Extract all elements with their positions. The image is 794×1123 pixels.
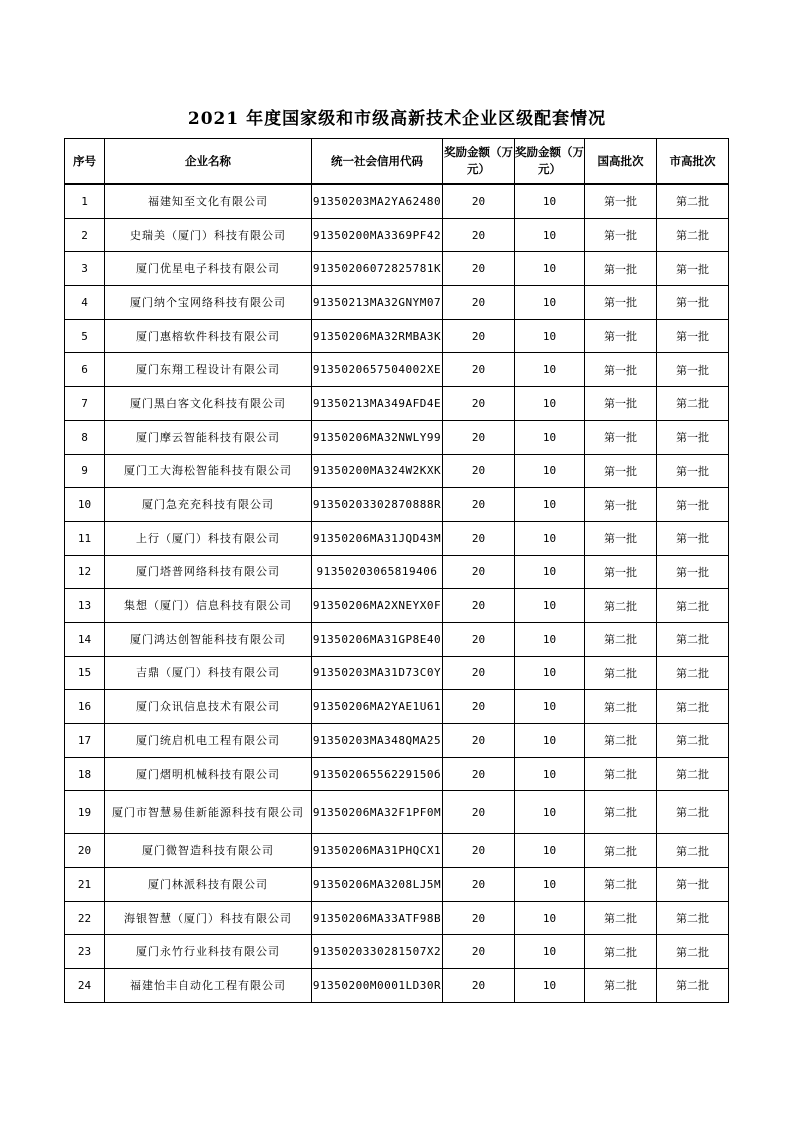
table-row [65, 690, 729, 724]
table-row [65, 589, 729, 623]
amount-national: 20 [443, 791, 515, 834]
table-row [65, 555, 729, 589]
amount-national: 20 [443, 353, 515, 387]
amount-city: 10 [515, 757, 585, 791]
batch-city: 第二批 [657, 656, 729, 690]
amount-national: 20 [443, 935, 515, 969]
batch-national: 第二批 [585, 868, 657, 902]
company-name: 厦门林派科技有限公司 [105, 868, 312, 902]
batch-national: 第一批 [585, 420, 657, 454]
table-row [65, 488, 729, 522]
credit-code: 91350206MA32F1PF0M [312, 791, 443, 834]
amount-city: 10 [515, 834, 585, 868]
credit-code: 91350206556229150б [312, 757, 443, 791]
batch-city: 第一批 [657, 488, 729, 522]
credit-code: 91350206MA2YAE1U61 [312, 690, 443, 724]
batch-national: 第二批 [585, 690, 657, 724]
company-name: 厦门纳个宝网络科技有限公司 [105, 286, 312, 320]
table-row [65, 757, 729, 791]
batch-national: 第二批 [585, 791, 657, 834]
company-name: 福建怡丰自动化工程有限公司 [105, 969, 312, 1003]
amount-city: 10 [515, 589, 585, 623]
credit-code: 91350206MA3208LJ5M [312, 868, 443, 902]
credit-code: 91350213MA349AFD4E [312, 387, 443, 421]
batch-national: 第二批 [585, 589, 657, 623]
company-name: 集想（厦门）信息科技有限公司 [105, 589, 312, 623]
row-number: 12 [65, 555, 105, 589]
table-row [65, 252, 729, 286]
header-batch-city: 市高批次 [657, 139, 729, 185]
batch-city: 第二批 [657, 218, 729, 252]
batch-city: 第一批 [657, 454, 729, 488]
batch-city: 第二批 [657, 901, 729, 935]
amount-city: 10 [515, 454, 585, 488]
batch-national: 第一批 [585, 454, 657, 488]
amount-city: 10 [515, 420, 585, 454]
row-number: 19 [65, 791, 105, 834]
company-name: 厦门统启机电工程有限公司 [105, 724, 312, 758]
row-number: 20 [65, 834, 105, 868]
amount-city: 10 [515, 555, 585, 589]
batch-national: 第二批 [585, 935, 657, 969]
amount-national: 20 [443, 656, 515, 690]
amount-city: 10 [515, 935, 585, 969]
batch-national: 第一批 [585, 252, 657, 286]
amount-city: 10 [515, 690, 585, 724]
table-row [65, 935, 729, 969]
credit-code: 91350203065819406 [312, 555, 443, 589]
table-row [65, 454, 729, 488]
table-row [65, 353, 729, 387]
batch-city: 第二批 [657, 589, 729, 623]
amount-city: 10 [515, 488, 585, 522]
amount-national: 20 [443, 420, 515, 454]
amount-city: 10 [515, 252, 585, 286]
credit-code: 913502033028150​7X2 [312, 935, 443, 969]
credit-code: 91350206MA31GP8E40 [312, 622, 443, 656]
amount-national: 20 [443, 555, 515, 589]
batch-national: 第二批 [585, 969, 657, 1003]
batch-national: 第一批 [585, 286, 657, 320]
batch-national: 第一批 [585, 555, 657, 589]
amount-national: 20 [443, 724, 515, 758]
company-name: 厦门永竹行业科技有限公司 [105, 935, 312, 969]
batch-city: 第二批 [657, 791, 729, 834]
company-name: 厦门熠明机械科技有限公司 [105, 757, 312, 791]
subsidy-table [64, 138, 729, 1003]
row-number: 21 [65, 868, 105, 902]
table-body [65, 184, 729, 1002]
table-row [65, 724, 729, 758]
batch-national: 第二批 [585, 656, 657, 690]
company-name: 厦门微智造科技有限公司 [105, 834, 312, 868]
credit-code: 91350206MA31JQD43M [312, 521, 443, 555]
credit-code: 91350206MA2XNEYX0F [312, 589, 443, 623]
amount-city: 10 [515, 387, 585, 421]
batch-city: 第二批 [657, 969, 729, 1003]
table-row [65, 521, 729, 555]
table-row [65, 218, 729, 252]
header-credit-code: 统一社会信用代码 [312, 139, 443, 185]
amount-city: 10 [515, 969, 585, 1003]
amount-city: 10 [515, 353, 585, 387]
header-amount-national: 奖励金额（万元） [443, 139, 515, 185]
batch-national: 第二批 [585, 724, 657, 758]
row-number: 17 [65, 724, 105, 758]
credit-code: 91350206MA32RMBA3K [312, 319, 443, 353]
company-name: 厦门市智慧易佳新能源科技有限公司 [105, 791, 312, 834]
batch-city: 第一批 [657, 420, 729, 454]
amount-city: 10 [515, 521, 585, 555]
batch-city: 第一批 [657, 319, 729, 353]
credit-code: 91350213MA32GNYM07 [312, 286, 443, 320]
row-number: 6 [65, 353, 105, 387]
company-name: 厦门优星电子科技有限公司 [105, 252, 312, 286]
table-row [65, 656, 729, 690]
credit-code: 91350200MA324W2KXK [312, 454, 443, 488]
row-number: 11 [65, 521, 105, 555]
batch-city: 第一批 [657, 868, 729, 902]
amount-city: 10 [515, 622, 585, 656]
amount-national: 20 [443, 454, 515, 488]
company-name: 厦门急充充科技有限公司 [105, 488, 312, 522]
row-number: 22 [65, 901, 105, 935]
table-row [65, 622, 729, 656]
amount-national: 20 [443, 834, 515, 868]
company-name: 厦门东翔工程设计有限公司 [105, 353, 312, 387]
row-number: 24 [65, 969, 105, 1003]
batch-national: 第一批 [585, 184, 657, 218]
amount-national: 20 [443, 589, 515, 623]
company-name: 海银智慧（厦门）科技有限公司 [105, 901, 312, 935]
company-name: 吉鼎（厦门）科技有限公司 [105, 656, 312, 690]
amount-national: 20 [443, 488, 515, 522]
company-name: 福建知至文化有限公司 [105, 184, 312, 218]
batch-city: 第二批 [657, 724, 729, 758]
company-name: 厦门惠榕软件科技有限公司 [105, 319, 312, 353]
batch-city: 第一批 [657, 555, 729, 589]
batch-city: 第二批 [657, 757, 729, 791]
credit-code: 9135020657504002XE [312, 353, 443, 387]
amount-national: 20 [443, 622, 515, 656]
credit-code: 91350206072825781K [312, 252, 443, 286]
amount-national: 20 [443, 757, 515, 791]
amount-national: 20 [443, 252, 515, 286]
batch-national: 第一批 [585, 319, 657, 353]
batch-city: 第一批 [657, 286, 729, 320]
row-number: 18 [65, 757, 105, 791]
company-name: 史瑞美（厦门）科技有限公司 [105, 218, 312, 252]
amount-national: 20 [443, 184, 515, 218]
credit-code: 91350203MA2YA62480 [312, 184, 443, 218]
credit-code: 91350203MA31D73C0Y [312, 656, 443, 690]
row-number: 13 [65, 589, 105, 623]
company-name: 厦门塔普网络科技有限公司 [105, 555, 312, 589]
header-amount-city: 奖励金额（万元） [515, 139, 585, 185]
batch-national: 第一批 [585, 218, 657, 252]
row-number: 2 [65, 218, 105, 252]
company-name: 厦门众讯信息技术有限公司 [105, 690, 312, 724]
batch-city: 第一批 [657, 521, 729, 555]
batch-city: 第二批 [657, 935, 729, 969]
amount-city: 10 [515, 791, 585, 834]
company-name: 厦门黑白客文化科技有限公司 [105, 387, 312, 421]
amount-city: 10 [515, 656, 585, 690]
batch-city: 第二批 [657, 690, 729, 724]
amount-national: 20 [443, 901, 515, 935]
batch-national: 第二批 [585, 757, 657, 791]
company-name: 厦门摩云智能科技有限公司 [105, 420, 312, 454]
row-number: 16 [65, 690, 105, 724]
credit-code: 91350203302870888R [312, 488, 443, 522]
row-number: 4 [65, 286, 105, 320]
amount-city: 10 [515, 184, 585, 218]
amount-national: 20 [443, 690, 515, 724]
table-row [65, 868, 729, 902]
row-number: 14 [65, 622, 105, 656]
batch-national: 第二批 [585, 901, 657, 935]
row-number: 10 [65, 488, 105, 522]
amount-national: 20 [443, 521, 515, 555]
row-number: 9 [65, 454, 105, 488]
row-number: 7 [65, 387, 105, 421]
amount-city: 10 [515, 868, 585, 902]
table-row [65, 834, 729, 868]
batch-national: 第二批 [585, 834, 657, 868]
row-number: 3 [65, 252, 105, 286]
batch-city: 第二批 [657, 184, 729, 218]
table-row [65, 901, 729, 935]
batch-national: 第二批 [585, 622, 657, 656]
amount-national: 20 [443, 218, 515, 252]
table-header-row [65, 139, 729, 185]
amount-city: 10 [515, 319, 585, 353]
table-row [65, 969, 729, 1003]
table-row [65, 791, 729, 834]
batch-city: 第二批 [657, 622, 729, 656]
batch-national: 第一批 [585, 387, 657, 421]
table-row [65, 286, 729, 320]
company-name: 厦门工大海松智能科技有限公司 [105, 454, 312, 488]
batch-national: 第一批 [585, 353, 657, 387]
credit-code: 91350200MA3369PF42 [312, 218, 443, 252]
header-batch-national: 国高批次 [585, 139, 657, 185]
batch-city: 第二批 [657, 387, 729, 421]
amount-city: 10 [515, 901, 585, 935]
header-no: 序号 [65, 139, 105, 185]
header-company-name: 企业名称 [105, 139, 312, 185]
credit-code: 91350206MA32NWLY99 [312, 420, 443, 454]
amount-city: 10 [515, 286, 585, 320]
credit-code: 91350206MA31PHQCX1 [312, 834, 443, 868]
table-row [65, 184, 729, 218]
credit-code: 91350200M0001LD30R [312, 969, 443, 1003]
table-row [65, 319, 729, 353]
row-number: 1 [65, 184, 105, 218]
amount-national: 20 [443, 286, 515, 320]
amount-city: 10 [515, 218, 585, 252]
credit-code: 91350203MA348QMA25 [312, 724, 443, 758]
batch-city: 第一批 [657, 353, 729, 387]
row-number: 15 [65, 656, 105, 690]
batch-national: 第一批 [585, 488, 657, 522]
table-row [65, 387, 729, 421]
company-name: 厦门鸿达创智能科技有限公司 [105, 622, 312, 656]
table-row [65, 420, 729, 454]
row-number: 23 [65, 935, 105, 969]
document-title: 2021 年度国家级和市级高新技术企业区级配套情况 [187, 109, 607, 129]
amount-city: 10 [515, 724, 585, 758]
row-number: 5 [65, 319, 105, 353]
amount-national: 20 [443, 387, 515, 421]
amount-national: 20 [443, 868, 515, 902]
batch-city: 第一批 [657, 252, 729, 286]
amount-national: 20 [443, 319, 515, 353]
row-number: 8 [65, 420, 105, 454]
credit-code: 91350206MA33ATF98B [312, 901, 443, 935]
batch-national: 第一批 [585, 521, 657, 555]
batch-city: 第二批 [657, 834, 729, 868]
company-name: 上行（厦门）科技有限公司 [105, 521, 312, 555]
amount-national: 20 [443, 969, 515, 1003]
